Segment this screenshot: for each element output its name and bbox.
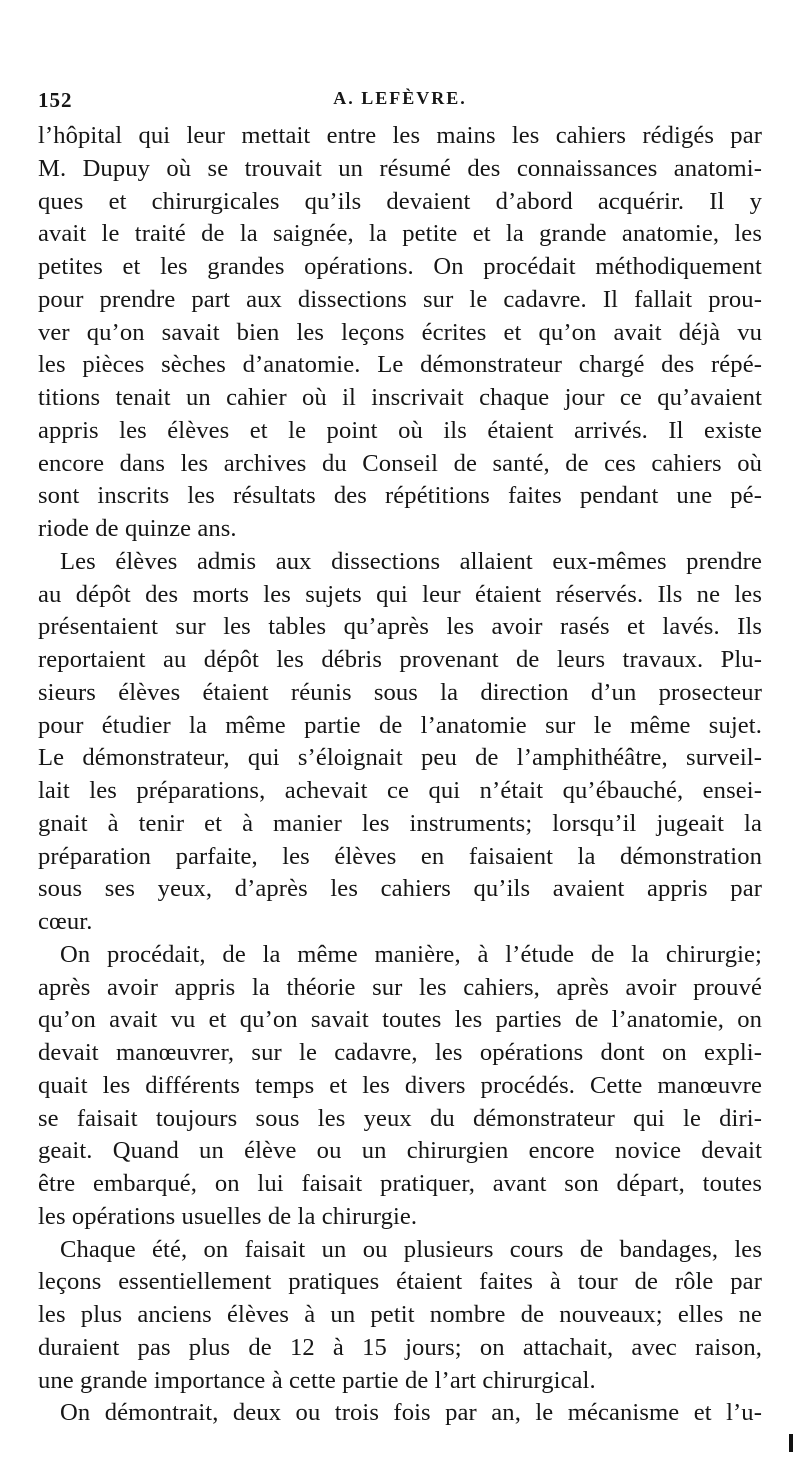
body-text	[38, 120, 762, 1430]
text-line: On procédait, de la même manière, à l’étude de la chirurgie;	[60, 940, 762, 968]
text-line: pour prendre part aux dissections sur le cadavre. Il fallait prou-	[38, 285, 762, 313]
text-line: appris les élèves et le point où ils étaient arrivés. Il existe	[38, 416, 762, 444]
page-edge-mark	[789, 1434, 793, 1452]
text-line: geait. Quand un élève ou un chirurgien encore novice devait	[38, 1137, 762, 1165]
text-line: avait le traité de la saignée, la petite et la grande anatomie, les	[38, 220, 762, 248]
text-line: ques et chirurgicales qu’ils devaient d’abord acquérir. Il y	[38, 187, 762, 215]
text-line: l’hôpital qui leur mettait entre les mains les cahiers rédigés par	[38, 122, 762, 149]
text-line: Le démonstrateur, qui s’éloignait peu de l’amphithéâtre, surveil-	[38, 744, 762, 772]
running-header	[38, 88, 762, 116]
text-line: devait manœuvrer, sur le cadavre, les opérations dont on expli-	[38, 1039, 762, 1066]
text-line: sont inscrits les résultats des répétitions faites pendant une pé-	[38, 482, 762, 510]
text-line: titions tenait un cahier où il inscrivait chaque jour ce qu’avaient	[38, 384, 762, 411]
text-line: duraient pas plus de 12 à 15 jours; on attachait, avec raison,	[38, 1333, 762, 1361]
text-line: On démontrait, deux ou trois fois par an, le mécanisme et l’u-	[60, 1399, 762, 1427]
text-line: gnait à tenir et à manier les instruments; lorsqu’il jugeait la	[38, 809, 762, 837]
text-line: sieurs élèves étaient réunis sous la direction d’un prosecteur	[38, 678, 762, 706]
text-line: pour étudier la même partie de l’anatomie sur le même sujet.	[38, 711, 762, 739]
text-line: préparation parfaite, les élèves en faisaient la démonstration	[38, 842, 762, 870]
text-line: quait les différents temps et les divers procédés. Cette manœuvre	[38, 1071, 762, 1099]
text-line: M. Dupuy où se trouvait un résumé des connaissances anatomi-	[38, 154, 762, 182]
text-line: une grande importance à cette partie de l’art chirurgical.	[38, 1366, 596, 1394]
text-line: qu’on avait vu et qu’on savait toutes les parties de l’anatomie, on	[38, 1006, 762, 1034]
text-line: encore dans les archives du Conseil de santé, de ces cahiers où	[38, 449, 762, 477]
text-line: présentaient sur les tables qu’après les avoir rasés et lavés. Ils	[38, 613, 762, 641]
text-line: ver qu’on savait bien les leçons écrites et qu’on avait déjà vu	[38, 318, 762, 346]
text-line: Chaque été, on faisait un ou plusieurs cours de bandages, les	[60, 1235, 762, 1263]
text-line: les opérations usuelles de la chirurgie.	[38, 1202, 418, 1230]
running-title: A. LEFÈVRE.	[333, 88, 467, 108]
text-line: les plus anciens élèves à un petit nombre de nouveaux; elles ne	[38, 1301, 762, 1328]
text-line: leçons essentiellement pratiques étaient faites à tour de rôle par	[38, 1268, 762, 1296]
text-line: au dépôt des morts les sujets qui leur étaient réservés. Ils ne les	[38, 580, 762, 608]
text-line: petites et les grandes opérations. On procédait méthodiquement	[38, 253, 762, 280]
text-line: cœur.	[38, 908, 93, 935]
text-line: les pièces sèches d’anatomie. Le démonstrateur chargé des répé-	[38, 351, 762, 379]
text-line: après avoir appris la théorie sur les cahiers, après avoir prouvé	[38, 973, 762, 1001]
text-line: se faisait toujours sous les yeux du démonstrateur qui le diri-	[38, 1104, 762, 1132]
text-line: lait les préparations, achevait ce qui n’était qu’ébauché, ensei-	[38, 777, 762, 804]
text-line: être embarqué, on lui faisait pratiquer, avant son départ, toutes	[38, 1170, 762, 1197]
text-line: Les élèves admis aux dissections allaient eux-mêmes prendre	[60, 547, 762, 575]
page-number: 152	[38, 88, 73, 112]
text-line: riode de quinze ans.	[38, 515, 237, 542]
text-line: reportaient au dépôt les débris provenant de leurs travaux. Plu-	[38, 646, 762, 673]
text-line: sous ses yeux, d’après les cahiers qu’ils avaient appris par	[38, 875, 762, 903]
